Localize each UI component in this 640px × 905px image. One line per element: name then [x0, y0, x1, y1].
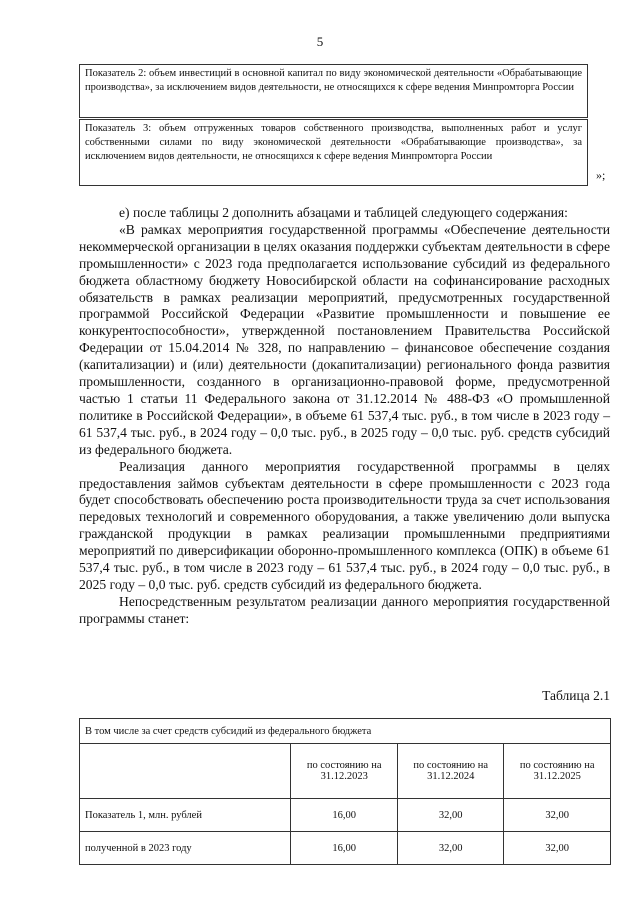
table-2-1	[79, 718, 611, 865]
table-header-row	[80, 719, 611, 744]
table-row	[80, 832, 611, 865]
indicator-2-box: Показатель 2: объем инвестиций в основной капитал по виду экономической деятельности «Обрабатывающие производства», за исключением видов деятельности, не относящихся к сфере ведения Минпромторга России	[79, 64, 588, 118]
table-cell: 16,00	[291, 832, 398, 865]
paragraph: Непосредственным результатом реализации данного мероприятия государственной программы станет:	[79, 593, 610, 626]
table-cell: 16,00	[291, 799, 398, 832]
page-number: 5	[316, 34, 324, 49]
table-caption: Таблица 2.1	[542, 688, 610, 703]
table-row	[80, 799, 611, 832]
row-label: полученной в 2023 году	[80, 832, 291, 865]
paragraph: е) после таблицы 2 дополнить абзацами и таблицей следующего содержания:	[119, 205, 568, 220]
column-header: по состоянию на 31.12.2025	[504, 744, 611, 799]
column-header: по состоянию на 31.12.2024	[397, 744, 504, 799]
body-text	[79, 205, 610, 628]
row-label: Показатель 1, млн. рублей	[80, 799, 291, 832]
table-date-row	[80, 744, 611, 799]
column-header: по состоянию на 31.12.2023	[291, 744, 398, 799]
table-cell: 32,00	[397, 832, 504, 865]
table-cell: 32,00	[504, 832, 611, 865]
table-cell: 32,00	[397, 799, 504, 832]
indicator-3-box: Показатель 3: объем отгруженных товаров собственного производства, выполненных работ и услуг собственными силами по виду экономической деятельности «Обрабатывающие производства», за исключением видов деятельности, не относящихся к сфере ведения Минпромторга России	[79, 119, 588, 186]
empty-cell	[80, 744, 291, 799]
paragraph: Реализация данного мероприятия государственной программы в целях предоставления займов субъектам деятельности в сфере промышленности с 2023 года будет способствовать обеспечению роста производительности труда за счет использования передовых технологий и современного оборудования, а также увеличению доли выпуска гражданской продукции в рамках реализации промышленными предприятиями мероприятий по диверсификации оборонно-промышленного комплекса (ОПК) в объеме 61 537,4 тыс. руб., в том числе в 2023 году – 61 537,4 тыс. руб., в 2024 году – 0,0 тыс. руб., в 2025 году – 0,0 тыс. руб. средств субсидий из федерального бюджета.	[79, 458, 610, 592]
paragraph: «В рамках мероприятия государственной программы «Обеспечение деятельности некоммерческой организации в целях оказания поддержки субъектам деятельности в сфере промышленности» с 2023 года предполагается использование субсидий из федерального бюджета областному бюджету Новосибирской области на софинансирование расходных обязательств в рамках реализации мероприятий, предусмотренных государственной программой Российской Федерации «Развитие промышленности и повышение ее конкурентоспособности», утвержденной постановлением Правительства Российской Федерации от 15.04.2014 № 328, по направлению – финансовое обеспечение создания (капитализации) и (или) деятельности (докапитализации) регионального фонда развития промышленности, созданного в организационно-правовой форме, предусмотренной частью 1 статьи 11 Федерального закона от 31.12.2014 № 488-ФЗ «О промышленной политике в Российской Федерации», в объеме 61 537,4 тыс. руб., в том числе в 2023 году – 61 537,4 тыс. руб., в 2024 году – 0,0 тыс. руб., в 2025 году – 0,0 тыс. руб. средств субсидий из федерального бюджета.	[79, 221, 610, 457]
closing-quote: »;	[596, 168, 606, 182]
table-cell: 32,00	[504, 799, 611, 832]
table-header: В том числе за счет средств субсидий из федерального бюджета	[80, 719, 611, 744]
